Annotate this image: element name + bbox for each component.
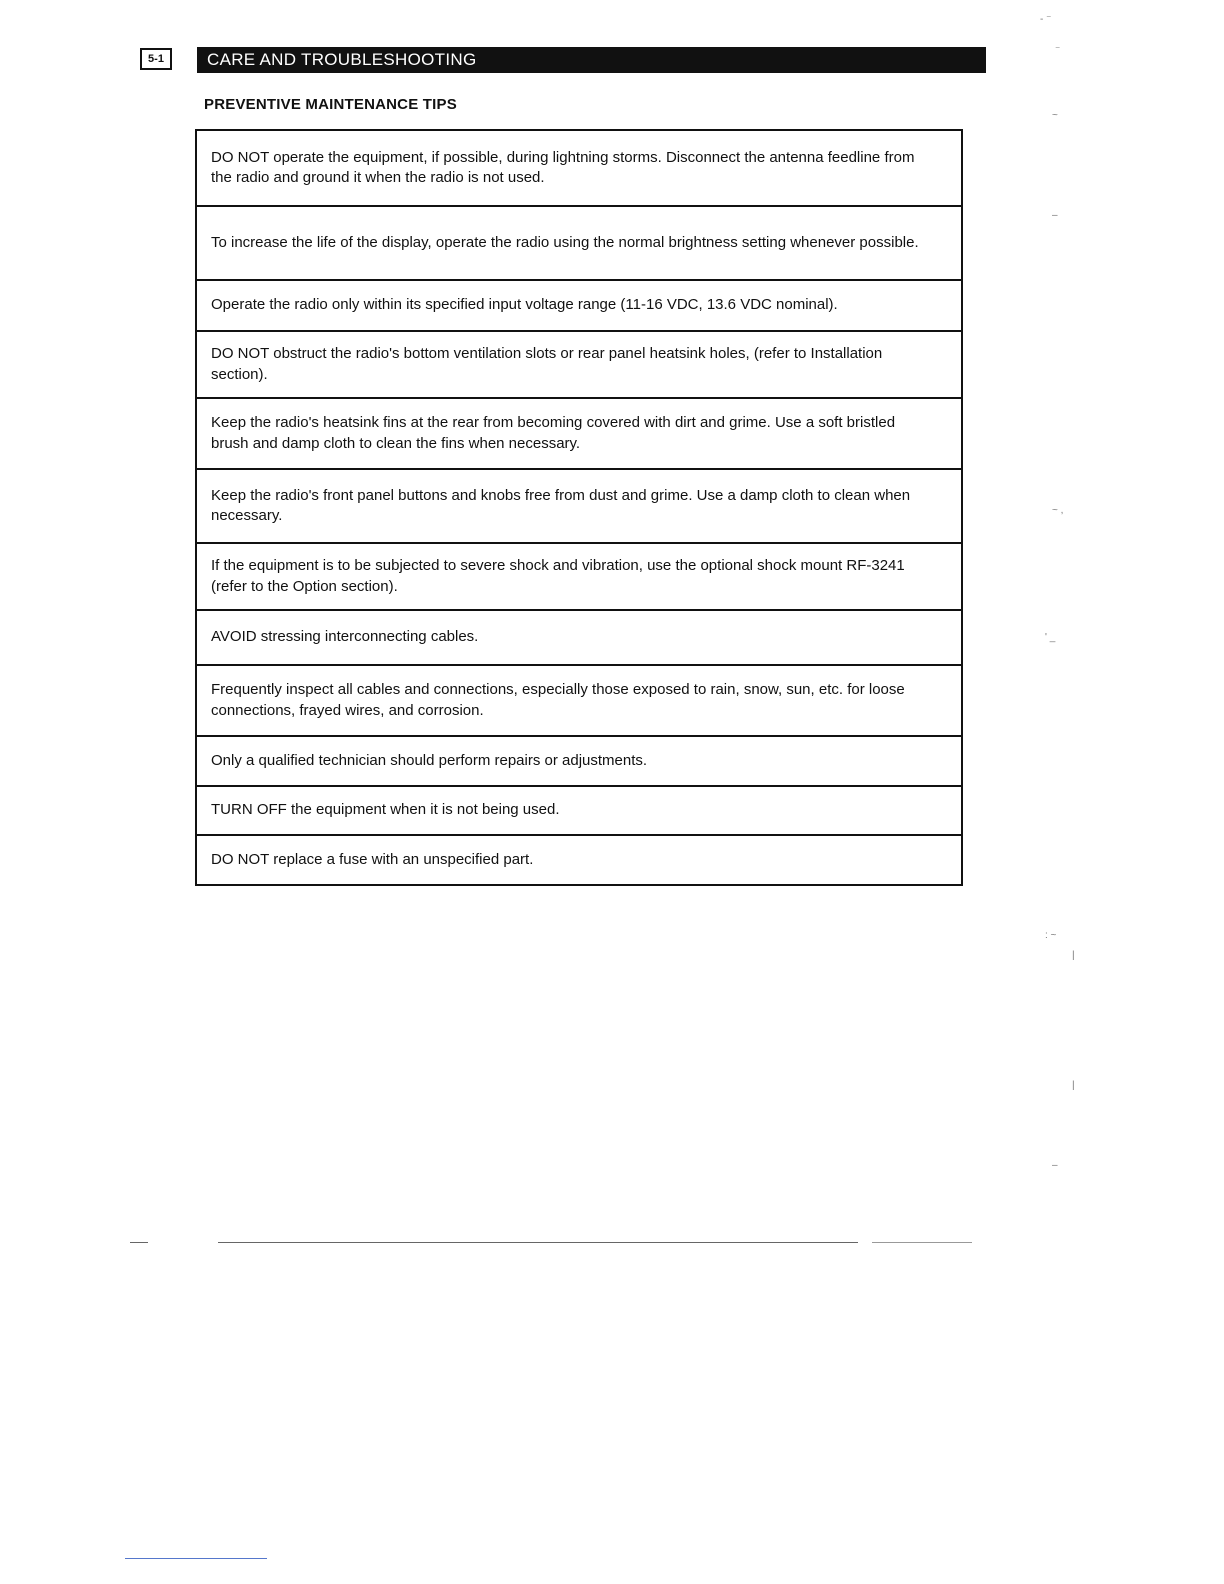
scan-mark: ~ , [1052,505,1064,516]
tip-row [197,397,961,468]
scan-rule [872,1242,972,1243]
tip-text: DO NOT obstruct the radio's bottom ventilation slots or rear panel heatsink holes, (refer to Installation section). [211,345,883,383]
tip-text: TURN OFF the equipment when it is not being used. [211,801,560,819]
scan-mark: ⁻ [1055,45,1061,56]
tip-row [197,542,961,609]
tip-row [197,735,961,785]
tip-row [197,330,961,397]
scan-mark: – [1052,210,1058,221]
scan-mark: | [1072,1080,1075,1091]
maintenance-tips-table [195,129,963,886]
tip-text: Keep the radio's heatsink fins at the rear from becoming covered with dirt and grime. Use a soft bristled brush and damp cloth to clean the fins when necessary. [211,414,896,452]
scan-mark: | [1072,950,1075,961]
section-title: PREVENTIVE MAINTENANCE TIPS [204,96,457,113]
tip-row [197,834,961,884]
tip-text: To increase the life of the display, operate the radio using the normal brightness setting whenever possible. [211,233,919,251]
tip-text: DO NOT replace a fuse with an unspecified part. [211,850,534,868]
tip-text: AVOID stressing interconnecting cables. [211,628,479,646]
tip-text: Keep the radio's front panel buttons and knobs free from dust and grime. Use a damp cloth to clean when necessary. [211,486,911,524]
chapter-title: CARE AND TROUBLESHOOTING [207,50,477,69]
scan-rule [218,1242,858,1243]
tip-row [197,468,961,542]
tip-row [197,785,961,834]
tip-text: Only a qualified technician should perform repairs or adjustments. [211,751,648,769]
scan-mark: - ⁻ [1040,14,1052,25]
tip-text: If the equipment is to be subjected to severe shock and vibration, use the optional shock mount RF-3241 (refer to the Option section). [211,557,905,595]
tip-row [197,664,961,735]
scan-mark: : ~ [1045,930,1057,941]
tip-row [197,205,961,279]
tip-text: DO NOT operate the equipment, if possible, during lightning storms. Disconnect the antenna feedline from the radio and ground it when the radio is not used. [211,148,915,186]
tip-text: Operate the radio only within its specified input voltage range (11-16 VDC, 13.6 VDC nominal). [211,296,838,314]
page-number: 5-1 [140,48,172,70]
tip-row [197,279,961,330]
tip-text: Frequently inspect all cables and connections, especially those exposed to rain, snow, sun, etc. for loose connections, frayed wires, and corrosion. [211,681,905,719]
scan-mark: ~ [1052,110,1058,121]
scan-rule [130,1242,148,1243]
footer-rule [125,1558,267,1559]
scan-mark: – [1052,1160,1058,1171]
chapter-header [197,47,986,73]
tip-row [197,131,961,205]
tip-row [197,609,961,664]
scan-mark: ' _ [1045,632,1056,643]
